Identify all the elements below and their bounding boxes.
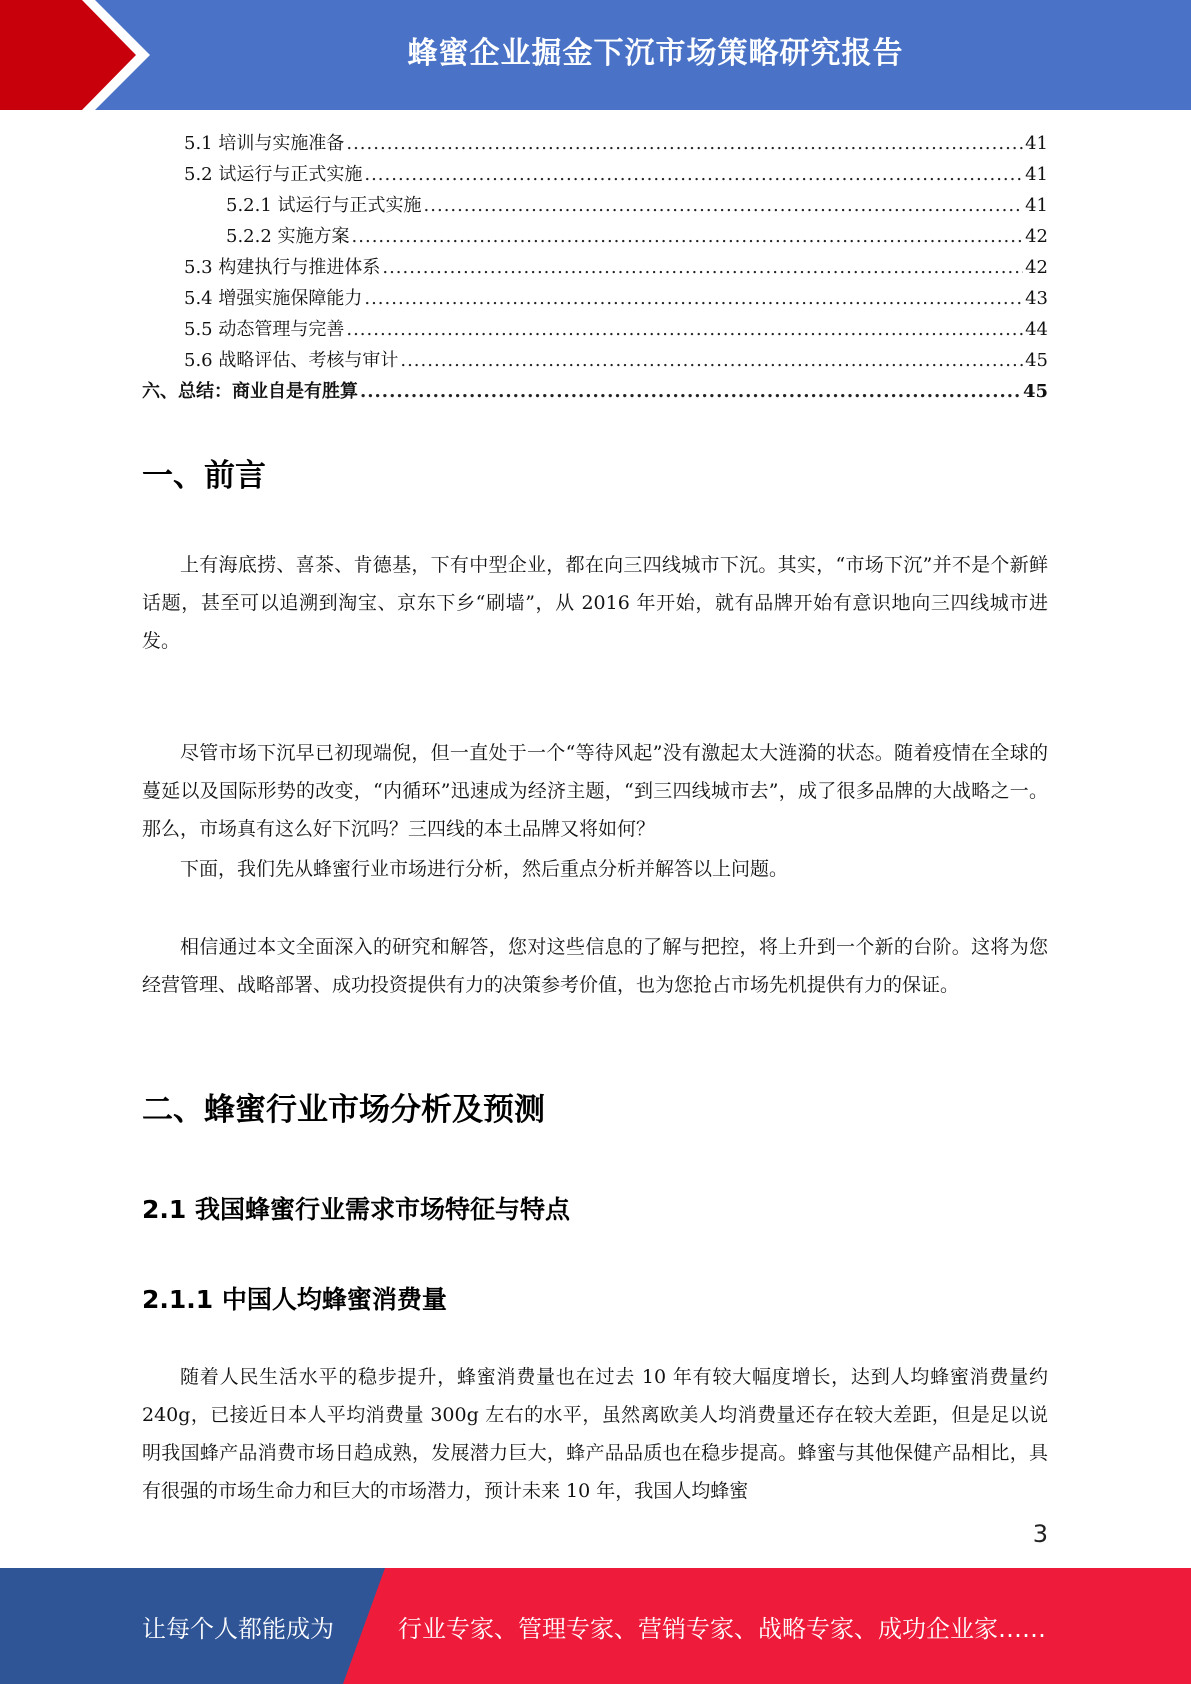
footer-slogan-left: 让每个人都能成为 <box>142 1614 334 1643</box>
toc-entry[interactable] <box>142 190 1048 221</box>
toc-dot-leader <box>364 159 1023 190</box>
page-header <box>0 0 1191 110</box>
document-title: 蜂蜜企业掘金下沉市场策略研究报告 <box>407 36 904 71</box>
toc-entry[interactable] <box>142 283 1048 314</box>
page-footer <box>0 1568 1191 1684</box>
page-number: 3 <box>1032 1520 1048 1548</box>
toc-entry-page: 42 <box>1025 257 1048 278</box>
toc-entry[interactable] <box>142 376 1048 407</box>
toc-entry[interactable] <box>142 345 1048 376</box>
table-of-contents <box>142 128 1048 407</box>
toc-entry-page: 42 <box>1025 226 1048 247</box>
section-heading-preface: 一、前言 <box>142 458 266 494</box>
section-heading-market-analysis: 二、蜂蜜行业市场分析及预测 <box>142 1092 545 1128</box>
toc-entry-page: 41 <box>1025 164 1048 185</box>
toc-entry-title: 5.2 试运行与正式实施 <box>184 164 363 185</box>
toc-dot-leader <box>400 345 1023 376</box>
toc-entry-page: 45 <box>1025 350 1048 371</box>
toc-entry[interactable] <box>142 221 1048 252</box>
footer-slogan-right: 行业专家、管理专家、营销专家、战略专家、成功企业家…… <box>398 1614 1046 1643</box>
toc-entry[interactable] <box>142 252 1048 283</box>
toc-entry-page: 43 <box>1025 288 1048 309</box>
toc-entry-page: 44 <box>1025 319 1048 340</box>
subsection-heading: 2.1 我国蜂蜜行业需求市场特征与特点 <box>142 1195 570 1224</box>
toc-entry-title: 5.1 培训与实施准备 <box>184 133 345 154</box>
toc-dot-leader <box>424 190 1024 221</box>
toc-dot-leader <box>346 128 1023 159</box>
toc-entry-title: 六、总结：商业自是有胜算 <box>142 381 358 402</box>
toc-dot-leader <box>364 283 1023 314</box>
toc-entry-title: 5.3 构建执行与推进体系 <box>184 257 381 278</box>
toc-entry-page: 41 <box>1025 133 1048 154</box>
toc-dot-leader <box>382 252 1023 283</box>
toc-entry[interactable] <box>142 159 1048 190</box>
body-paragraph: 下面，我们先从蜂蜜行业市场进行分析，然后重点分析并解答以上问题。 <box>180 858 789 880</box>
toc-entry-page: 41 <box>1025 195 1048 216</box>
toc-entry-title: 5.5 动态管理与完善 <box>184 319 345 340</box>
body-paragraph: 上有海底捞、喜茶、肯德基，下有中型企业，都在向三四线城市下沉。其实，“市场下沉”并不是个新鲜话题，甚至可以追溯到淘宝、京东下乡“刷墙”，从 2016 年开始，就有品牌开始有意识地向三四线城市进发。 <box>142 554 1048 652</box>
toc-dot-leader <box>346 314 1023 345</box>
toc-entry[interactable] <box>142 314 1048 345</box>
body-paragraph: 尽管市场下沉早已初现端倪，但一直处于一个“等待风起”没有激起太大涟漪的状态。随着疫情在全球的蔓延以及国际形势的改变，“内循环”迅速成为经济主题，“到三四线城市去”，成了很多品牌的大战略之一。那么，市场真有这么好下沉吗？三四线的本土品牌又将如何？ <box>142 742 1048 840</box>
toc-entry-page: 45 <box>1022 381 1048 402</box>
toc-entry-title: 5.2.1 试运行与正式实施 <box>226 195 422 216</box>
toc-entry-title: 5.4 增强实施保障能力 <box>184 288 363 309</box>
toc-entry-title: 5.2.2 实施方案 <box>226 226 350 247</box>
toc-dot-leader <box>360 376 1021 407</box>
toc-entry[interactable] <box>142 128 1048 159</box>
toc-dot-leader <box>352 221 1024 252</box>
body-paragraph: 随着人民生活水平的稳步提升，蜂蜜消费量也在过去 10 年有较大幅度增长，达到人均蜂蜜消费量约 240g，已接近日本人平均消费量 300g 左右的水平，虽然离欧美人均消费量还存在较大差距，但是足以说明我国蜂产品消费市场日趋成熟，发展潜力巨大，蜂产品品质也在稳步提高。蜂蜜与其他保健产品相比，具有很强的市场生命力和巨大的市场潜力，预计未来 10 年，我国人均蜂蜜 <box>142 1366 1048 1502</box>
body-paragraph: 相信通过本文全面深入的研究和解答，您对这些信息的了解与把控，将上升到一个新的台阶。这将为您经营管理、战略部署、成功投资提供有力的决策参考价值，也为您抢占市场先机提供有力的保证。 <box>142 936 1048 996</box>
subsection-heading: 2.1.1 中国人均蜂蜜消费量 <box>142 1285 447 1314</box>
toc-entry-title: 5.6 战略评估、考核与审计 <box>184 350 399 371</box>
